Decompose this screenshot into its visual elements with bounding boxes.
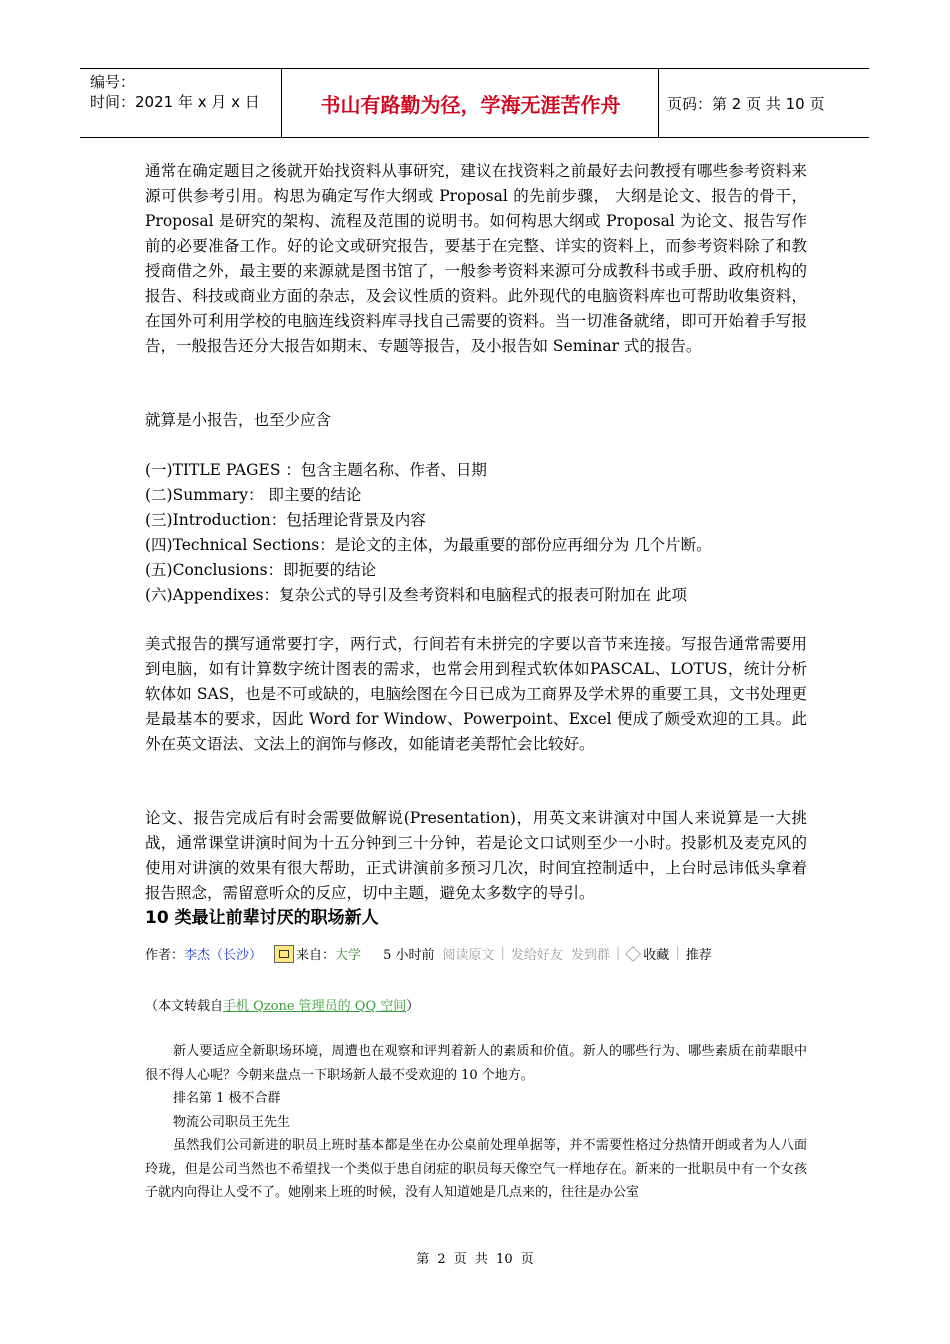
list-item: (四)Technical Sections：是论文的主体，为最重要的部份应再细分为 几个片断。: [145, 536, 712, 554]
author-label: 作者：: [145, 948, 185, 963]
divider: |: [675, 946, 680, 961]
paragraph-1-text: 通常在确定题目之後就开始找资料从事研究，建议在找资料之前最好去问教授有哪些参考资料来源可供参考引用。构思为确定写作大纲或 Proposal 的先前步骤， 大纲是论文、报告的骨干， Proposal 是研究的架构、流程及范围的说明书。如何构思大纲或 Proposal 为论文、报告写作前的必要准备工作。好的论文或研究报告，要基于在完整、详实的资料上，而参考资料除了和教授商借之外，最主要的来源就是图书馆了，一般参考资料来源可分成教科书或手册、政府机构的报告、科技或商业方面的杂志，及会议性质的资料。此外现代的电脑资料库也可帮助收集资料，在国外可利用学校的电脑连线资料库寻找自己需要的资料。当一切准备就绪，即可开始着手写报告，一般报告还分大报告如期末、专题等报告，及小报告如 Seminar 式的报告。: [145, 162, 807, 355]
page-label: 页码：第 2 页 共 10 页: [667, 94, 825, 113]
code-label: 编号：: [90, 73, 136, 91]
page-footer: 第 2 页 共 10 页: [416, 1252, 534, 1267]
article-paragraph: 物流公司职员王先生: [173, 1114, 291, 1130]
repost-link[interactable]: 手机 Qzone 管理员的 QQ 空间: [223, 999, 407, 1014]
favorite-icon: [625, 946, 641, 962]
header-table: [80, 68, 869, 138]
article-paragraph: 新人要适应全新职场环境，周遭也在观察和评判着新人的素质和价值。新人的哪些行为、哪些素质在前辈眼中很不得人心呢？今朝来盘点一下职场新人最不受欢迎的 10 个地方。: [145, 1044, 807, 1083]
paragraph-3: [145, 632, 807, 757]
list-item: (二)Summary： 即主要的结论: [145, 486, 362, 504]
article-paragraph: 虽然我们公司新进的职员上班时基本都是坐在办公桌前处理单据等，并不需要性格过分热情开朗或者为人八面玲珑，但是公司当然也不希望找一个类似于患自闭症的职员每天像空气一样地存在。新来的一批职员中有一个女孩子就内向得让人受不了。她刚来上班的时候，没有人知道她是几点来的，往往是办公室: [145, 1138, 807, 1200]
post-time: 5 小时前: [383, 948, 435, 963]
paragraph-3-text: 美式报告的撰写通常要打字，两行式，行间若有未拼完的字要以音节来连接。写报告通常需要用到电脑，如有计算数字统计图表的需求，也常会用到程式软体如PASCAL、LOTUS，统计分析软体如 SAS，也是不可或缺的，电脑绘图在今日已成为工商界及学术界的重要工具，文书处理更是最基本的要求，因此 Word for Window、Powerpoint、Excel 便成了颇受欢迎的工具。此外在英文语法、文法上的润饰与修改，如能请老美帮忙会比较好。: [145, 635, 807, 753]
article-body: [145, 1040, 807, 1205]
list-item: (六)Appendixes：复杂公式的导引及叁考资料和电脑程式的报表可附加在 此项: [145, 586, 687, 604]
from-link[interactable]: 大学: [335, 948, 362, 963]
paragraph-1: [145, 159, 807, 359]
paragraph-2-text: 就算是小报告，也至少应含: [145, 411, 332, 429]
repost-suffix: ）: [406, 999, 420, 1014]
repost-note: [145, 995, 419, 1014]
article-meta-bar: [145, 944, 825, 963]
favorite-link[interactable]: 收藏: [643, 948, 670, 963]
header-meta-cell: [80, 69, 282, 137]
paragraph-4-text: 论文、报告完成后有时会需要做解说(Presentation)，用英文来讲演对中国人来说算是一大挑战，通常课堂讲演时间为十五分钟到三十分钟，若是论文口试则至少一小时。投影机及麦克风的使用对讲演的效果有很大帮助，正式讲演前多预习几次，时间宜控制适中，上台时忌讳低头拿着报告照念，需留意听众的反应，切中主题，避免太多数字的导引。: [145, 809, 807, 902]
list-item: (三)Introduction：包括理论背景及内容: [145, 511, 426, 529]
divider: |: [615, 946, 621, 961]
divider: |: [500, 946, 505, 961]
article-title: 10 类最让前辈讨厌的职场新人: [145, 908, 379, 928]
time-label: 时间：2021 年 x 月 x 日: [90, 93, 260, 111]
send-to-friend-link[interactable]: 发给好友: [510, 948, 563, 963]
article-paragraph: 排名第 1 极不合群: [173, 1091, 281, 1106]
recommend-link[interactable]: 推荐: [685, 948, 712, 963]
paragraph-4: [145, 806, 807, 906]
list-item: (五)Conclusions：即扼要的结论: [145, 561, 377, 579]
repost-prefix: （本文转载自: [145, 999, 224, 1014]
author-link[interactable]: 李杰（长沙）: [184, 948, 263, 963]
list-item: (一)TITLE PAGES ：包含主题名称、作者、日期: [145, 461, 487, 479]
from-label: 来自：: [296, 948, 336, 963]
source-icon: [274, 945, 294, 963]
send-to-group-link[interactable]: 发到群: [570, 948, 610, 963]
section-list: [145, 458, 807, 608]
motto: 书山有路勤为径，学海无涯苦作舟: [283, 69, 659, 137]
read-original-link[interactable]: 阅读原文: [442, 948, 495, 963]
paragraph-2: [145, 408, 807, 433]
